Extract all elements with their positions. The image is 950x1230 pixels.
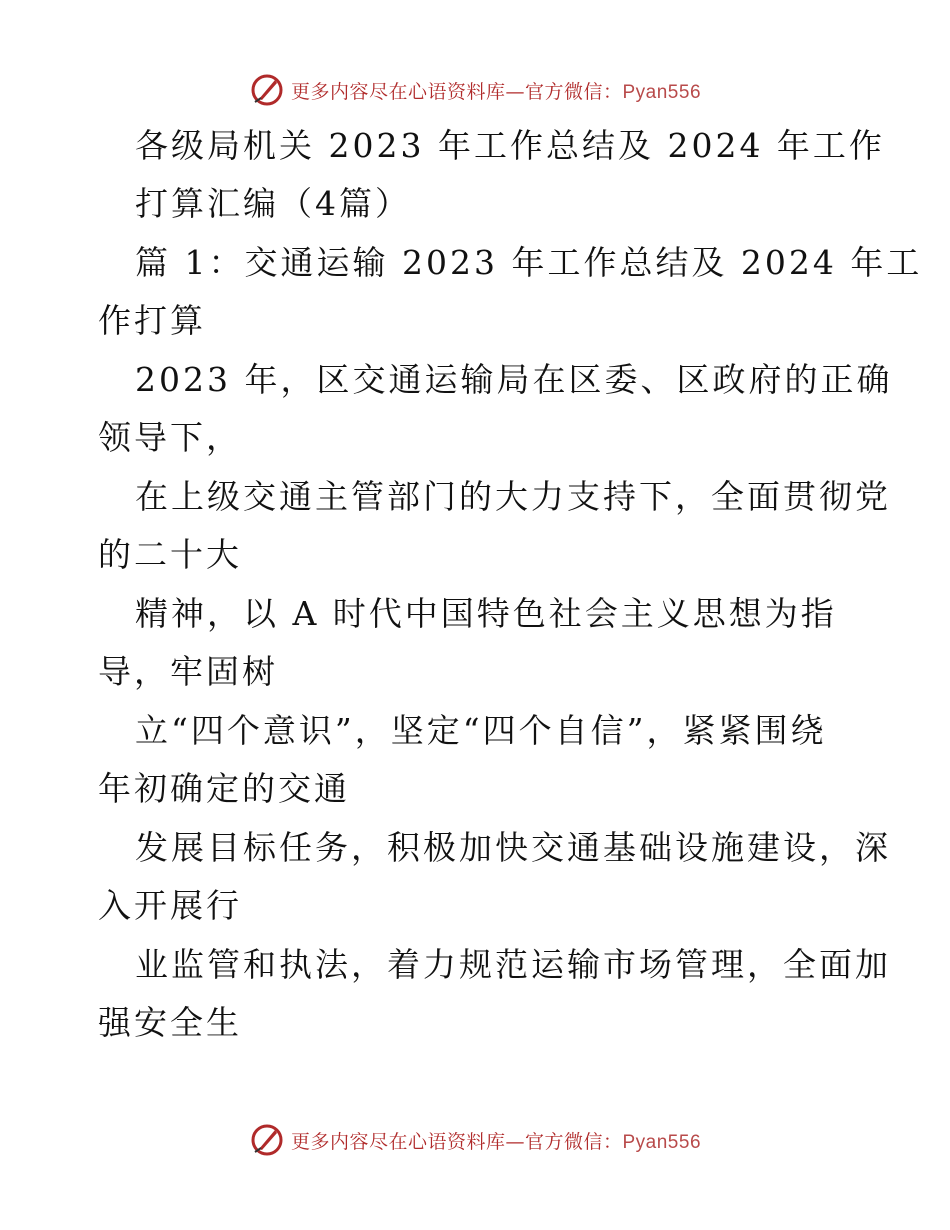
header-watermark — [0, 70, 950, 110]
doc-title-line-2: 打算汇编（4篇） — [135, 184, 411, 223]
section-heading-line-2: 作打算 — [98, 301, 206, 340]
watermark-text: 更多内容尽在心语资料库—官方微信：Pyan556 — [290, 1130, 702, 1153]
paragraph-line: 导，牢固树 — [98, 652, 278, 691]
paragraph-line: 的二十大 — [98, 535, 242, 574]
doc-title-line-1: 各级局机关 2023 年工作总结及 2024 年工作 — [135, 126, 885, 165]
paragraph-line: 立“四个意识”，坚定“四个自信”，紧紧围绕 — [135, 711, 827, 750]
paragraph-line: 年初确定的交通 — [98, 769, 350, 808]
quill-logo-icon — [249, 1122, 285, 1158]
paragraph-line: 强安全生 — [98, 1003, 242, 1042]
paragraph-line: 入开展行 — [98, 886, 242, 925]
paragraph-line: 业监管和执法，着力规范运输市场管理，全面加 — [135, 945, 891, 984]
paragraph-line: 领导下， — [98, 418, 242, 457]
paragraph-line: 精神，以 A 时代中国特色社会主义思想为指 — [135, 594, 837, 633]
paragraph-line: 2023 年，区交通运输局在区委、区政府的正确 — [135, 360, 893, 399]
footer-watermark — [0, 1120, 950, 1160]
watermark-text: 更多内容尽在心语资料库—官方微信：Pyan556 — [290, 80, 702, 103]
paragraph-line: 发展目标任务，积极加快交通基础设施建设，深 — [135, 828, 891, 867]
quill-logo-icon — [249, 72, 285, 108]
section-heading-line-1: 篇 1：交通运输 2023 年工作总结及 2024 年工 — [135, 243, 923, 282]
paragraph-line: 在上级交通主管部门的大力支持下，全面贯彻党 — [135, 477, 891, 516]
